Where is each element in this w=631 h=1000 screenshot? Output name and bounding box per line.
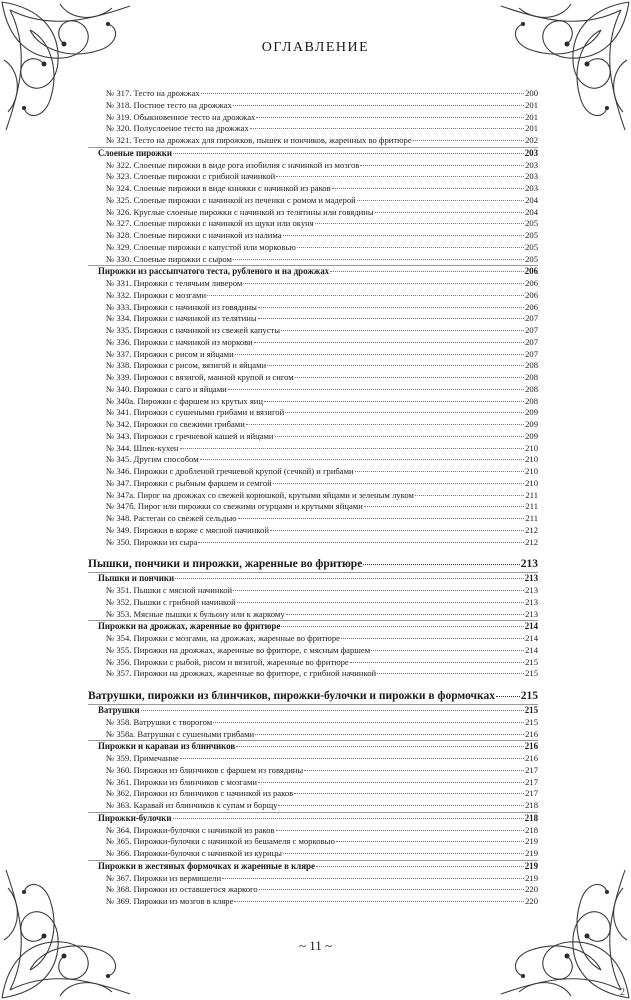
dot-leader (286, 614, 524, 615)
toc-entry-title: № 334. Пирожки с начинкой из телятины (106, 313, 257, 324)
toc-subsection-title: Пирожки на дрожжах, жаренные во фритюре (98, 621, 281, 632)
toc-entry-page: 220 (525, 884, 538, 895)
dot-leader (350, 662, 524, 663)
toc-entry-page: 214 (525, 633, 538, 643)
dot-leader (258, 318, 525, 319)
toc-entry-title: № 353. Мясные пышки к бульону или к жаркому (106, 608, 285, 619)
dot-leader (254, 342, 524, 343)
toc-entry-title: № 323. Слоеные пирожки с грибной начинкой (106, 171, 276, 182)
toc-subsection-page: 216 (524, 741, 538, 752)
toc-entry-page: 205 (525, 218, 538, 229)
dot-leader (413, 140, 524, 141)
toc-entry-page: 210 (525, 466, 538, 476)
toc-entry-page: 211 (525, 489, 538, 500)
toc-entry-page: 212 (525, 524, 538, 535)
toc-entry-page: 201 (525, 111, 538, 122)
toc-entry (88, 337, 538, 349)
toc-section-page: 213 (520, 558, 538, 571)
toc-entry (88, 123, 538, 135)
toc-subsection-page: 206 (524, 266, 538, 277)
toc-entry (88, 454, 538, 466)
dot-leader (281, 626, 523, 627)
dot-leader (228, 389, 524, 390)
toc-entry-title: № 358. Ватрушки с творогом (106, 716, 213, 727)
dot-leader (375, 212, 525, 213)
toc-section-title: Пышки, пончики и пирожки, жаренные во фритюре (88, 558, 363, 571)
toc-entry-page: 215 (525, 656, 538, 667)
toc-entry-page: 207 (525, 348, 538, 359)
toc-entry-page: 211 (525, 513, 538, 523)
toc-entry-title: № 347а. Пирог на дрожжах со свежей корюшкой, крутыми яйцами и зеленым луком (106, 489, 414, 500)
toc-entry-page: 209 (525, 430, 538, 441)
dot-leader (255, 734, 524, 735)
toc-entry-page: 205 (525, 253, 538, 264)
toc-entry-title: № 322. Слоеные пирожки в виде рога изобилия с начинкой из мозгов (106, 159, 360, 170)
dot-leader (341, 638, 524, 639)
toc-entry (88, 848, 538, 860)
toc-entry (88, 753, 538, 765)
dot-leader (207, 295, 524, 296)
toc-subsection-page: 203 (524, 147, 538, 158)
toc-subsection (88, 704, 538, 717)
toc-section-page: 215 (520, 690, 538, 702)
toc-entry-page: 201 (525, 99, 538, 110)
dot-leader (332, 188, 524, 189)
toc-entry-title: № 344. Шпек-кухен (106, 442, 179, 453)
toc-entry (88, 836, 538, 848)
toc-entry-title: № 340а. Пирожки с фаршем из крутых яиц (106, 395, 263, 406)
toc-entry-page: 207 (525, 336, 538, 347)
toc-entry-title: № 359. Примечание (106, 753, 179, 763)
toc-entry-title: № 343. Пирожки с гречневой кашей и яйцами (106, 430, 274, 441)
toc-entry (88, 478, 538, 490)
toc-entry-page: 217 (525, 764, 538, 775)
dot-leader (256, 117, 524, 118)
toc-entry (88, 207, 538, 219)
toc-entry (88, 183, 538, 195)
dot-leader (276, 830, 525, 831)
toc-entry-title: № 318. Постное тесто на дрожжах (106, 99, 232, 110)
toc-entry (88, 242, 538, 254)
dot-leader (283, 235, 525, 236)
toc-entry (88, 372, 538, 384)
toc-entry (88, 513, 538, 525)
toc-entry-page: 206 (525, 301, 538, 312)
dot-leader (250, 128, 524, 129)
toc-entry (88, 325, 538, 337)
toc-entry-title: № 339. Пирожки с вязигой, манной крупой и сигом (106, 372, 294, 382)
dot-leader (180, 448, 525, 449)
toc-entry-title: № 331. Пирожки с телячьим ливером (106, 278, 243, 288)
dot-leader (281, 330, 524, 331)
toc-entry-title: № 317. Тесто на дрожжах (106, 88, 200, 98)
toc-subsection-title: Слоеные пирожки (98, 147, 173, 158)
dot-leader (276, 176, 524, 177)
toc-entry (88, 657, 538, 669)
toc-entry-page: 205 (525, 230, 538, 240)
toc-entry-page: 213 (525, 596, 538, 607)
toc-entry-page: 219 (525, 848, 538, 858)
dot-leader (283, 853, 524, 854)
toc-entry-title: № 357. Пирожки на дрожжах, жаренные во фритюре, с грибной начинкой (106, 668, 377, 679)
corner-mark: 2 (620, 987, 625, 998)
toc-entry-page: 220 (525, 896, 538, 906)
toc-entry-page: 219 (525, 836, 538, 847)
toc-entry-title: № 324. Слоеные пирожки в виде книжки с начинкой из раков (106, 183, 331, 193)
dot-leader (213, 722, 524, 723)
toc-entry-page: 210 (525, 442, 538, 453)
dot-leader (238, 518, 525, 519)
toc-entry-page: 210 (525, 454, 538, 465)
toc-entry (88, 800, 538, 812)
toc-entry (88, 585, 538, 597)
toc-entry (88, 396, 538, 408)
dot-leader (273, 483, 524, 484)
toc-entry-page: 213 (525, 585, 538, 595)
toc-entry-title: № 319. Обыкновенное тесто на дрожжах (106, 111, 256, 122)
toc-entry-page: 203 (525, 183, 538, 193)
toc-entry-title: № 341. Пирожки с сушеными грибами и вязигой (106, 407, 285, 418)
toc-entry-title: № 350. Пирожки из сыра (106, 536, 198, 547)
toc-entry-title: № 321. Тесто на дрожжах для пирожков, пышек и пончиков, жаренных во фритюре (106, 135, 412, 145)
toc-entry-title: № 333. Пирожки с начинкой из говядины (106, 301, 257, 312)
toc-entry-page: 204 (525, 194, 538, 205)
toc-entry-page: 200 (525, 88, 538, 98)
page-number: ~ 11 ~ (298, 938, 333, 953)
toc-entry-page: 203 (525, 171, 538, 182)
dot-leader (336, 841, 524, 842)
toc-entry (88, 501, 538, 513)
dot-leader (173, 153, 524, 154)
toc-entry-page: 212 (525, 536, 538, 547)
toc-entry (88, 171, 538, 183)
dot-leader (264, 401, 524, 402)
dot-leader (236, 746, 524, 747)
toc-entry (88, 407, 538, 419)
toc-entry (88, 777, 538, 789)
toc-entry-page: 217 (525, 788, 538, 799)
toc-entry (88, 419, 538, 431)
dot-leader (233, 259, 524, 260)
toc-entry-title: № 340. Пирожки с саго и яйцами (106, 383, 227, 394)
toc-entry-page: 206 (525, 289, 538, 300)
dot-leader (235, 354, 524, 355)
toc-subsection (88, 860, 538, 873)
toc-entry-title: № 335. Пирожки с начинкой из свежей капусты (106, 325, 281, 335)
toc-entry (88, 788, 538, 800)
dot-leader (295, 377, 524, 378)
toc-entry-page: 216 (525, 728, 538, 739)
dot-leader (330, 271, 524, 272)
toc-entry-page: 210 (525, 477, 538, 488)
toc-entry (88, 633, 538, 645)
toc-entry (88, 896, 538, 908)
dot-leader (270, 530, 524, 531)
toc-subsection-page: 213 (524, 573, 538, 584)
toc-entry (88, 884, 538, 896)
toc-entry-title: № 363. Каравай из блинчиков к супам и борщу (106, 800, 278, 810)
toc-entry-page: 207 (525, 313, 538, 324)
toc-entry-page: 208 (525, 395, 538, 406)
dot-leader (234, 901, 524, 902)
toc-entry (88, 597, 538, 609)
toc-entry-title: № 347. Пирожки с рыбным фаршем и семгой (106, 477, 272, 488)
toc-entry-page: 213 (525, 608, 538, 619)
dot-leader (258, 782, 524, 783)
dot-leader (233, 105, 524, 106)
toc-entry (88, 88, 538, 100)
toc-subsection-title: Пирожки из рассыпчатого теста, рубленого и на дрожжах (98, 266, 330, 277)
toc-entry (88, 302, 538, 314)
toc-entry-page: 203 (525, 159, 538, 170)
toc-entry-page: 201 (525, 123, 538, 134)
toc-entry-page: 211 (525, 501, 538, 512)
toc-entry-page: 215 (525, 668, 538, 679)
dot-leader (315, 223, 524, 224)
toc-subsection-title: Пирожки-булочки (98, 812, 172, 823)
toc-entry-page: 209 (525, 407, 538, 418)
toc-subsection-page: 215 (524, 705, 538, 715)
dot-leader (304, 770, 524, 771)
toc-subsection-page: 218 (524, 812, 538, 823)
toc-subsection (88, 740, 538, 753)
toc-entry-title: № 369. Пирожки из мозгов в кляре (106, 896, 234, 906)
toc-entry (88, 443, 538, 455)
toc-entry (88, 873, 538, 885)
toc-entry-title: № 362. Пирожки из блинчиков с начинкой из раков (106, 788, 294, 799)
section-gap (88, 680, 538, 688)
toc-entry-title: № 352. Пышки с грибной начинкой (106, 596, 236, 607)
toc-entry-page: 205 (525, 241, 538, 252)
toc-subsection (88, 572, 538, 585)
toc-entry-title: № 366. Пирожки-булочки с начинкой из курицы (106, 848, 282, 858)
toc-entry (88, 160, 538, 172)
dot-leader (267, 365, 524, 366)
toc-entry-page: 206 (525, 278, 538, 288)
dot-leader (355, 471, 524, 472)
toc-subsection (88, 265, 538, 278)
dot-leader (377, 673, 524, 674)
toc-entry-title: № 348. Растегаи со свежей сельдью (106, 513, 237, 523)
dot-leader (237, 602, 524, 603)
dot-leader (371, 650, 524, 651)
toc-entry (88, 360, 538, 372)
toc-entry-title: № 367. Пирожки из вермишели (106, 872, 222, 883)
toc-entry (88, 349, 538, 361)
toc-subsection (88, 812, 538, 825)
toc-entry-title: № 349. Пирожки в корже с мясной начинкой (106, 524, 269, 535)
toc-entry-title: № 327. Слоеные пирожки с начинкой из щуки или окуня (106, 218, 314, 229)
dot-leader (180, 758, 524, 759)
toc-entry-page: 209 (525, 419, 538, 429)
toc-entry-title: № 342. Пирожки со свежими грибами (106, 419, 245, 429)
toc-entry-title: № 365. Пирожки-булочки с начинкой из бешамеля с морковью (106, 836, 335, 847)
toc-entry-title: № 356. Пирожки с рыбой, рисом и вязигой, жаренные во фритюре (106, 656, 349, 667)
toc-entry-title: № 325. Слоеные пирожки с начинкой из печенки с ромом и мадерой (106, 194, 356, 205)
dot-leader (294, 793, 524, 794)
toc-entry-title: № 320. Полуслоеное тесто на дрожжах (106, 123, 249, 134)
dot-leader (278, 805, 524, 806)
toc-entry-title: № 368. Пирожки из оставшегося жаркого (106, 884, 258, 895)
toc-entry-title: № 345. Другим способом (106, 454, 199, 465)
toc-entry-title: № 346. Пирожки с дробленой гречневой крупой (сечкой) и грибами (106, 466, 354, 476)
toc-entry (88, 384, 538, 396)
toc-entry (88, 537, 538, 549)
toc-section (88, 688, 538, 704)
toc-entry (88, 825, 538, 837)
toc-subsection (88, 620, 538, 633)
toc-entry-page: 218 (525, 824, 538, 835)
toc-entry-page: 207 (525, 325, 538, 335)
toc-subsection-title: Пирожки в жестяных формочках и жаренные в кляре (98, 860, 315, 871)
toc-entry (88, 278, 538, 290)
toc-entry-page: 204 (525, 206, 538, 217)
toc-entry (88, 431, 538, 443)
dot-leader (258, 307, 524, 308)
toc-entry (88, 466, 538, 478)
toc-section (88, 556, 538, 572)
toc-entry (88, 525, 538, 537)
toc-entry-title: № 354. Пирожки с мозгами, на дрожжах, жаренные во фритюре (106, 633, 340, 643)
toc-subsection-title: Ватрушки (98, 705, 140, 715)
toc-entry-title: № 355. Пирожки на дрожжах, жаренные во фритюре, с мясным фаршем (106, 644, 371, 655)
toc-entry-title: № 326. Круглые слоеные пирожки с начинкой из телятины или говядины (106, 206, 374, 217)
toc-entry (88, 218, 538, 230)
toc-entry-title: № 351. Пышки с мясной начинкой (106, 585, 233, 595)
toc-entry (88, 230, 538, 242)
toc-entry (88, 135, 538, 147)
toc-entry-title: № 360. Пирожки из блинчиков с фаршем из говядины (106, 764, 304, 775)
toc-entry (88, 729, 538, 741)
dot-leader (496, 696, 520, 697)
toc-entry-page: 202 (525, 135, 538, 145)
toc-entry-title: № 332. Пирожки с мозгами (106, 289, 207, 300)
toc-subsection-title: Пышки и пончики (98, 573, 175, 584)
toc-entry (88, 609, 538, 621)
dot-leader (363, 564, 519, 565)
dot-leader (222, 878, 524, 879)
dot-leader (233, 590, 524, 591)
dot-leader (285, 412, 524, 413)
toc-entry-title: № 364. Пирожки-булочки с начинкой из раков (106, 824, 275, 835)
dot-leader (198, 542, 524, 543)
dot-leader (201, 93, 524, 94)
toc-entry (88, 668, 538, 680)
dot-leader (357, 200, 524, 201)
toc-entry (88, 313, 538, 325)
dot-leader (360, 165, 524, 166)
toc-entry (88, 717, 538, 729)
dot-leader (173, 818, 524, 819)
toc-entry-page: 216 (525, 753, 538, 763)
table-of-contents (88, 88, 538, 908)
toc-section-title: Ватрушки, пирожки из блинчиков, пирожки-булочки и пирожки в формочках (88, 690, 495, 702)
dot-leader (243, 283, 524, 284)
toc-entry-title: № 358а. Ватрушки с сушеными грибами (106, 728, 255, 739)
toc-entry (88, 765, 538, 777)
toc-entry (88, 195, 538, 207)
toc-subsection-page: 219 (524, 860, 538, 871)
page-title: ОГЛАВЛЕНИЕ (261, 40, 370, 55)
dot-leader (364, 506, 525, 507)
toc-entry-title: № 337. Пирожки с рисом и яйцами (106, 348, 234, 359)
toc-entry-title: № 329. Слоеные пирожки с капустой или морковью (106, 241, 296, 252)
toc-entry (88, 112, 538, 124)
toc-entry-title: № 336. Пирожки с начинкой из моркови (106, 336, 253, 347)
dot-leader (246, 424, 524, 425)
dot-leader (259, 889, 524, 890)
toc-entry-title: № 338. Пирожки с рисом, вязигой и яйцами (106, 360, 267, 371)
toc-entry-page: 208 (525, 383, 538, 394)
toc-entry (88, 645, 538, 657)
toc-entry (88, 254, 538, 266)
toc-entry-page: 214 (525, 644, 538, 655)
toc-entry (88, 290, 538, 302)
toc-subsection-title: Пирожки и караваи из блинчиков (98, 741, 236, 752)
toc-entry-title: № 328. Слоеные пирожки с начинкой из налима (106, 230, 282, 240)
toc-entry-page: 217 (525, 776, 538, 787)
toc-entry-page: 218 (525, 800, 538, 810)
toc-entry-page: 215 (525, 716, 538, 727)
toc-entry-title: № 330. Слоеные пирожки с сыром (106, 253, 232, 264)
dot-leader (275, 436, 525, 437)
dot-leader (297, 247, 524, 248)
toc-entry (88, 490, 538, 502)
dot-leader (200, 459, 525, 460)
dot-leader (316, 866, 524, 867)
dot-leader (415, 495, 525, 496)
toc-entry-title: № 361. Пирожки из блинчиков с мозгами (106, 776, 257, 787)
toc-subsection (88, 147, 538, 160)
toc-subsection-page: 214 (524, 621, 538, 632)
toc-entry-page: 219 (525, 872, 538, 883)
section-gap (88, 548, 538, 556)
toc-entry (88, 100, 538, 112)
dot-leader (141, 710, 524, 711)
toc-entry-page: 208 (525, 372, 538, 382)
toc-entry-page: 208 (525, 360, 538, 371)
dot-leader (175, 578, 524, 579)
toc-entry-title: № 347б. Пирог или пирожки со свежими огурцами и крутыми яйцами (106, 501, 363, 512)
